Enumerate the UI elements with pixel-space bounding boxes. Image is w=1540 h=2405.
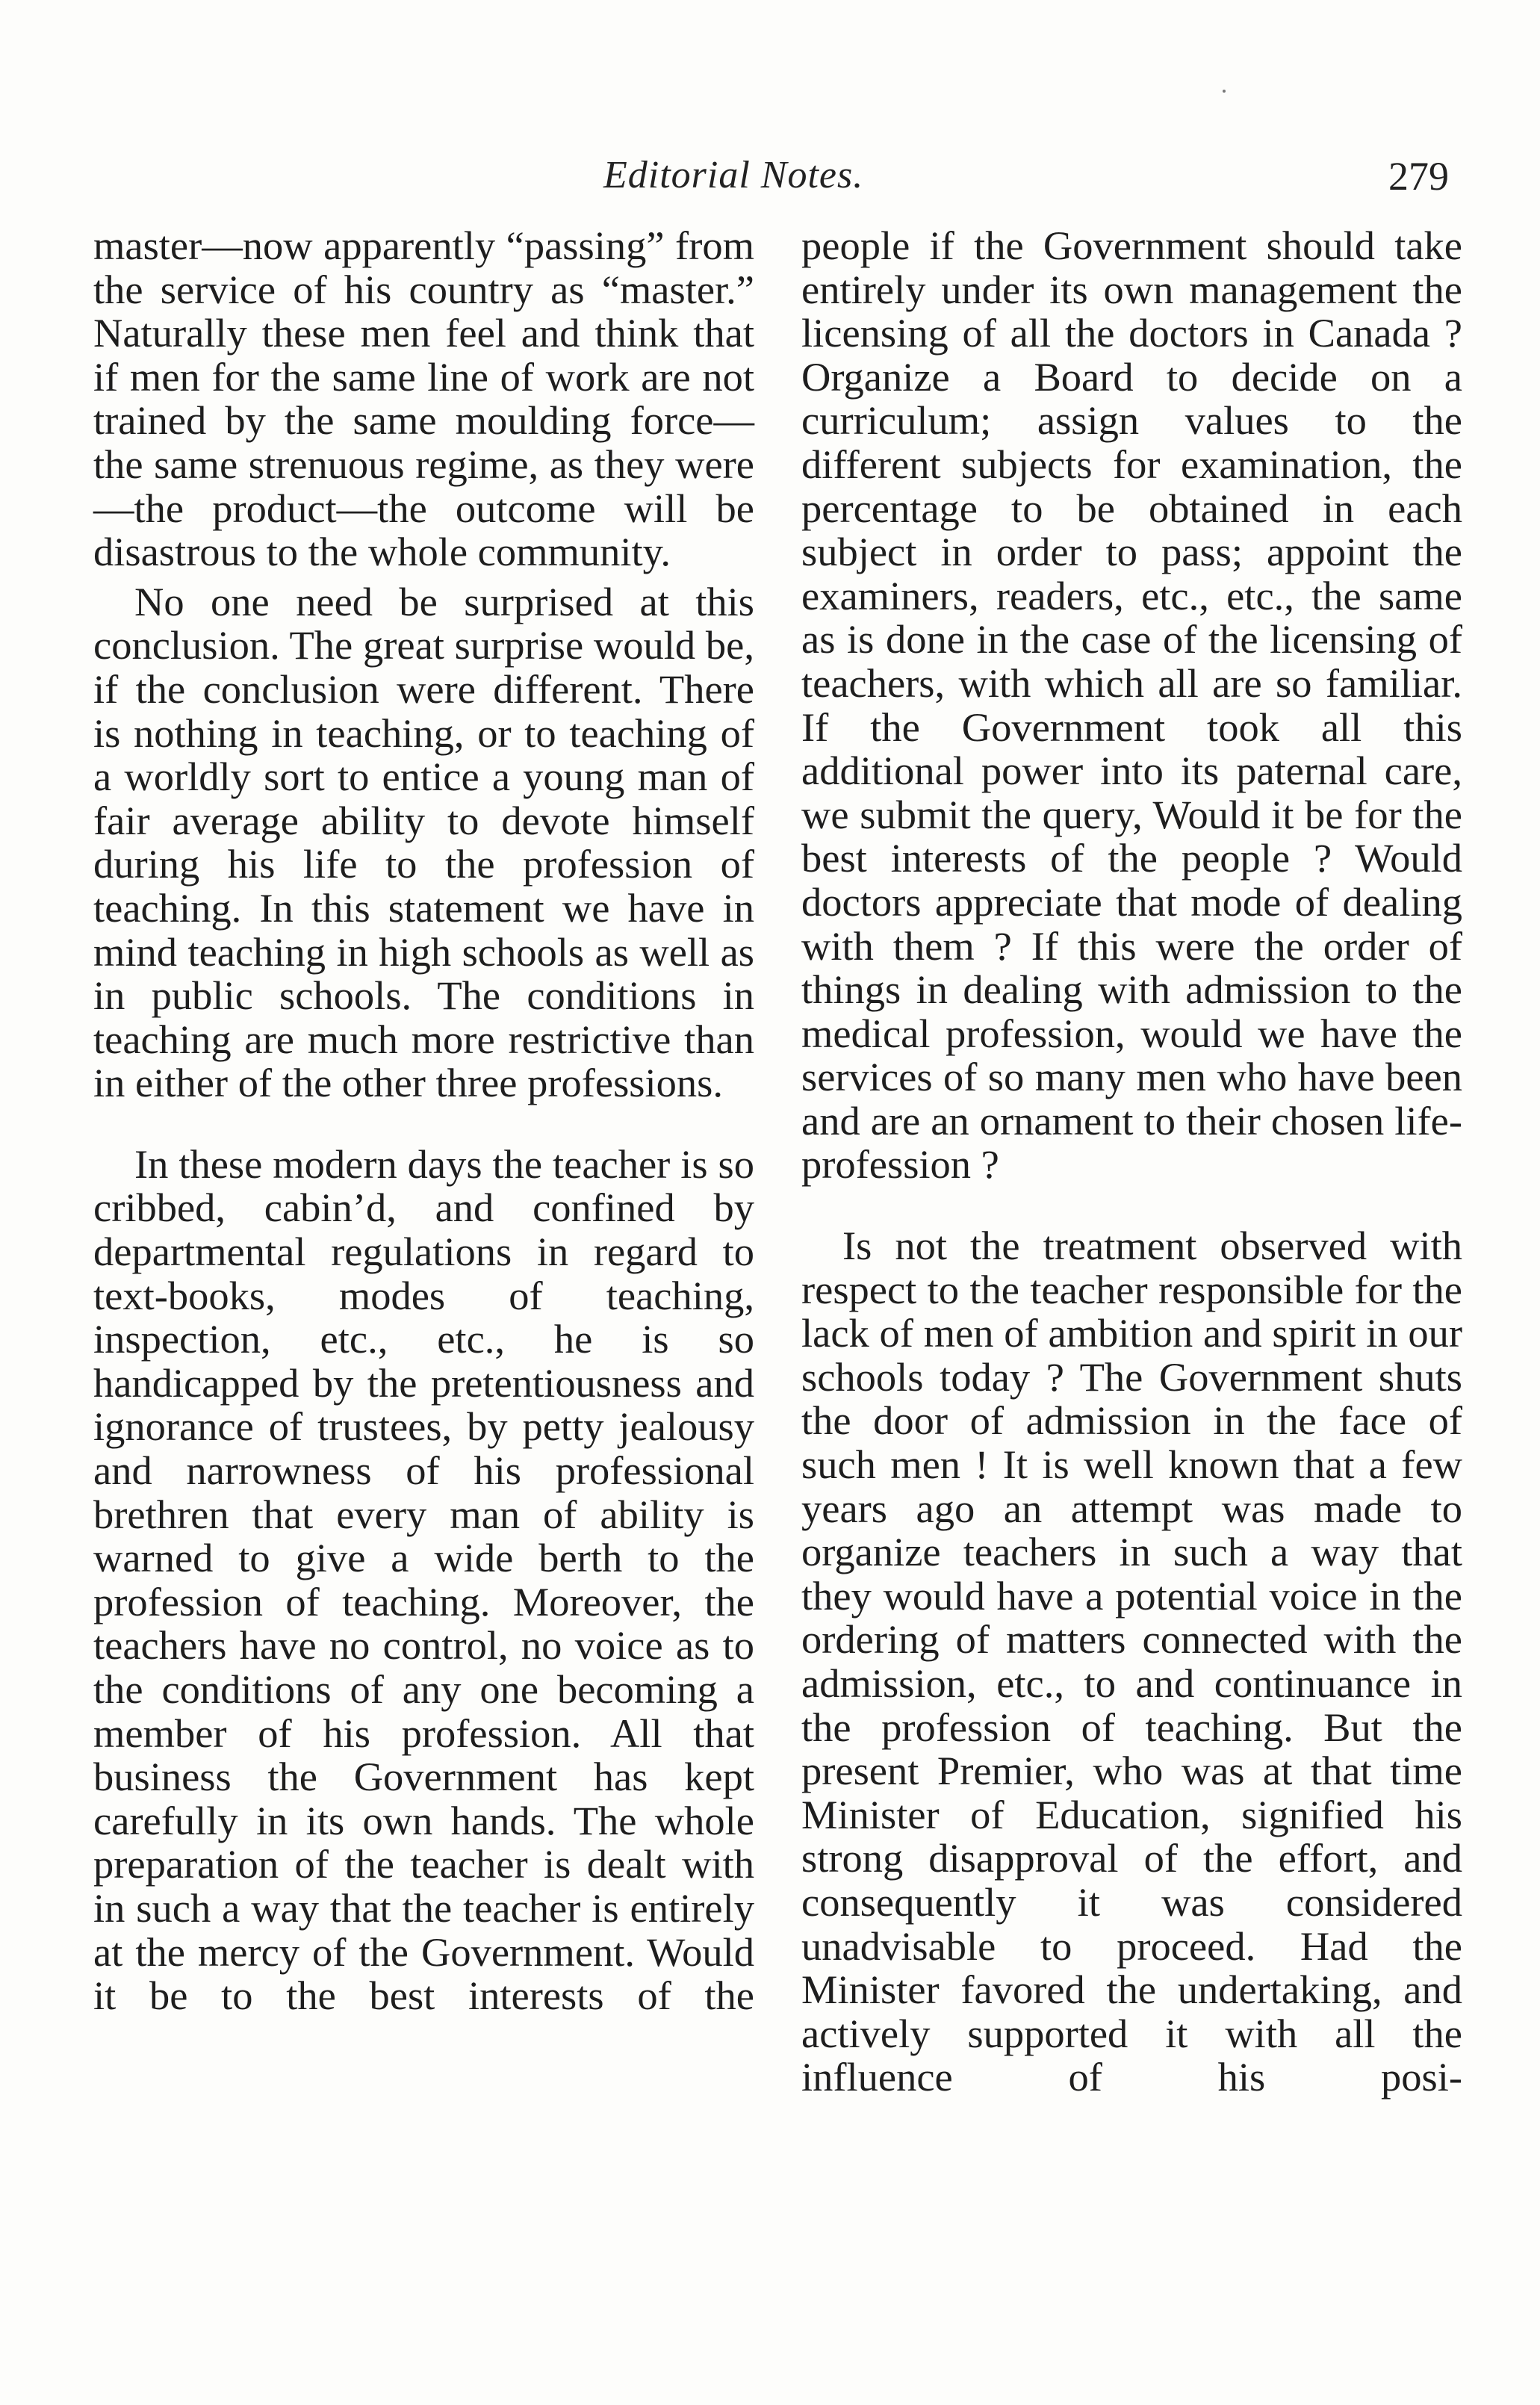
paragraph: people if the Government should take entirely under its own management the licensing of all the doctors in Canada ? Organize a Board to decide on a curriculum; assign values to the different subjects for examination, the percentage to be obtained in each subject in order to pass; appoint the examiners, readers, etc., etc., the same as is done in the case of the licensing of teachers, with which all are so familiar. If the Government took all this additional power into its paternal care, we submit the query, Would it be for the best interests of the people ? Would doctors appreciate that mode of dealing with them ? If this were the order of things in dealing with admission to the medical profession, would we have the services of so many men who have been and are an ornament to their chosen life-profession ?: [801, 223, 1462, 1188]
scan-speck: [1223, 90, 1226, 93]
paragraph: master—now apparently “passing” from the service of his country as “master.” Naturally these men feel and think that if men for the same line of work are not trained by the same moulding force—the same strenuous regime, as they were—the product—the outcome will be disastrous to the whole community.: [93, 223, 754, 575]
paragraph: No one need be surprised at this conclusion. The great surprise would be, if the conclusion were different. There is nothing in teaching, or to teaching of a worldly sort to entice a young man of fair average ability to devote himself during his life to the profession of teaching. In this statement we have in mind teaching in high schools as well as in public schools. The conditions in teaching are much more restrictive than in either of the other three professions.: [93, 578, 754, 1106]
page-number: 279: [1388, 154, 1449, 199]
paragraph: Is not the treatment observed with respect to the teacher responsible for the lack of men of ambition and spirit in our schools today ? The Government shuts the door of admission in the face of such men ! It is well known that a few years ago an attempt was made to organize teachers in such a way that they would have a potential voice in the ordering of matters connected with the admission, etc., to and continuance in the profession of teaching. But the present Premier, who was at that time Minister of Education, signified his strong disapproval of the effort, and consequently it was considered unadvisable to proceed. Had the Minister favored the undertaking, and actively supported it with all the influence of his posi-: [801, 1223, 1462, 2100]
left-column: [93, 224, 754, 2018]
right-column: [801, 224, 1462, 2100]
paragraph: In these modern days the teacher is so cribbed, cabin’d, and confined by departmental regulations in regard to text-books, modes of teaching, inspection, etc., etc., he is so handicapped by the pretentiousness and ignorance of trustees, by petty jealousy and narrowness of his professional brethren that every man of ability is warned to give a wide berth to the profession of teaching. Moreover, the teachers have no control, no voice as to the conditions of any one becoming a member of his profession. All that business the Government has kept carefully in its own hands. The whole preparation of the teacher is dealt with in such a way that the teacher is entirely at the mercy of the Government. Would it be to the best interests of the: [93, 1141, 754, 2019]
running-title: Editorial Notes.: [603, 154, 864, 196]
